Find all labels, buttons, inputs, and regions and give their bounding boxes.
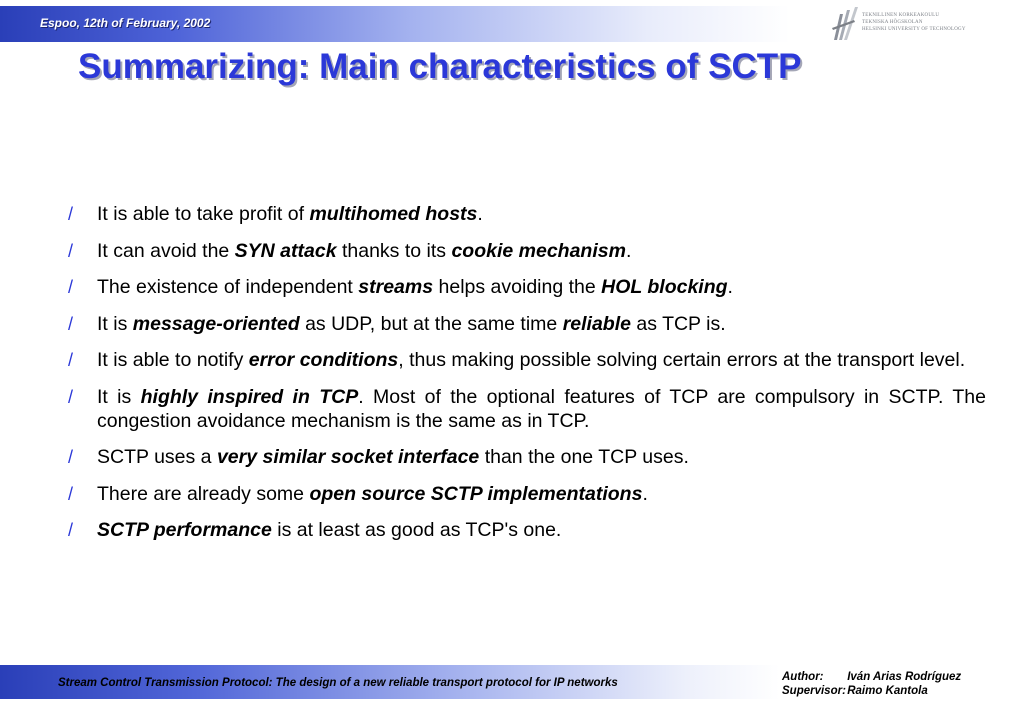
- author-name: Iván Arias Rodríguez: [847, 671, 962, 683]
- bullet-text: It is able to take profit of: [97, 203, 310, 225]
- bullet-text: , thus making possible solving certain errors at the transport level.: [398, 349, 966, 371]
- highlighted-term: very similar socket interface: [216, 446, 480, 468]
- highlighted-term: SYN attack: [234, 239, 337, 262]
- highlighted-term: streams: [358, 276, 434, 298]
- bullet-text: .: [477, 203, 483, 225]
- bullet-text: as TCP is.: [630, 312, 726, 335]
- bullet-text: There are already some: [97, 482, 310, 505]
- supervisor-row: [782, 684, 961, 698]
- highlighted-term: SCTP performance: [97, 519, 272, 541]
- bullet-item: [64, 482, 986, 506]
- bullet-text: It is able to notify: [97, 349, 249, 371]
- highlighted-term: cookie mechanism: [451, 239, 626, 262]
- bullet-text: It can avoid the: [97, 239, 235, 262]
- bullet-text: is at least as good as TCP's one.: [271, 519, 562, 541]
- university-name: [862, 12, 966, 33]
- slide-title: Summarizing: Main characteristics of SCTP: [78, 47, 802, 86]
- highlighted-term: open source SCTP implementations: [309, 482, 643, 505]
- highlighted-term: message-oriented: [132, 312, 300, 335]
- university-name-line-1: TEKNILLINEN KORKEAKOULU: [862, 13, 940, 18]
- bullet-text: thanks to its: [336, 239, 452, 262]
- bullet-item: [64, 445, 986, 469]
- bullet-text: helps avoiding the: [433, 276, 602, 298]
- bullet-list: [64, 202, 986, 555]
- bullet-text: than the one TCP uses.: [479, 446, 689, 468]
- bullet-text: as UDP, but at the same time: [299, 312, 563, 335]
- highlighted-term: HOL blocking: [601, 276, 728, 298]
- bullet-slash-icon: /: [68, 204, 74, 224]
- university-name-line-2: TEKNISKA HÖGSKOLAN: [862, 20, 923, 25]
- bullet-text: .: [727, 276, 733, 298]
- bullet-item: [64, 202, 986, 226]
- highlighted-term: multihomed hosts: [309, 203, 478, 225]
- author-label: Author:: [782, 671, 824, 683]
- bullet-slash-icon: /: [68, 313, 74, 334]
- bullet-slash-icon: /: [68, 386, 74, 407]
- credits: [782, 670, 961, 698]
- university-logo: [830, 6, 1000, 42]
- bullet-text: .: [625, 239, 632, 262]
- highlighted-term: reliable: [562, 312, 631, 335]
- highlighted-term: error conditions: [248, 349, 399, 371]
- bullet-slash-icon: /: [68, 520, 74, 540]
- supervisor-label: Supervisor:: [782, 685, 846, 697]
- bullet-slash-icon: /: [68, 277, 74, 297]
- bullet-slash-icon: /: [68, 240, 74, 261]
- bullet-text: SCTP uses a: [97, 446, 217, 468]
- university-name-line-3: HELSINKI UNIVERSITY OF TECHNOLOGY: [862, 27, 966, 32]
- bullet-slash-icon: /: [68, 350, 74, 370]
- bullet-item: [64, 239, 986, 263]
- bullet-item: [64, 275, 986, 299]
- bullet-text: .: [642, 482, 648, 505]
- bullet-text: It is: [97, 312, 133, 335]
- bullet-text: . Most of the optional features of TCP are compulsory in SCTP. The congestion avoidance mechanism is the same as in TCP.: [97, 385, 986, 432]
- highlighted-term: highly inspired in TCP: [140, 385, 359, 408]
- bullet-text: It is: [97, 385, 141, 408]
- bullet-item: [64, 385, 986, 433]
- bullet-slash-icon: /: [68, 483, 74, 504]
- university-logo-icon: [830, 6, 860, 42]
- supervisor-name: Raimo Kantola: [847, 685, 928, 697]
- bullet-item: [64, 312, 986, 336]
- bullet-item: [64, 348, 986, 372]
- bullet-slash-icon: /: [68, 447, 74, 467]
- presentation-date: Espoo, 12th of February, 2002: [40, 16, 211, 30]
- footer-subtitle: Stream Control Transmission Protocol: The design of a new reliable transport protocol for IP networks: [58, 677, 618, 689]
- bullet-text: The existence of independent: [97, 276, 359, 298]
- author-row: [782, 670, 961, 684]
- bullet-item: [64, 518, 986, 542]
